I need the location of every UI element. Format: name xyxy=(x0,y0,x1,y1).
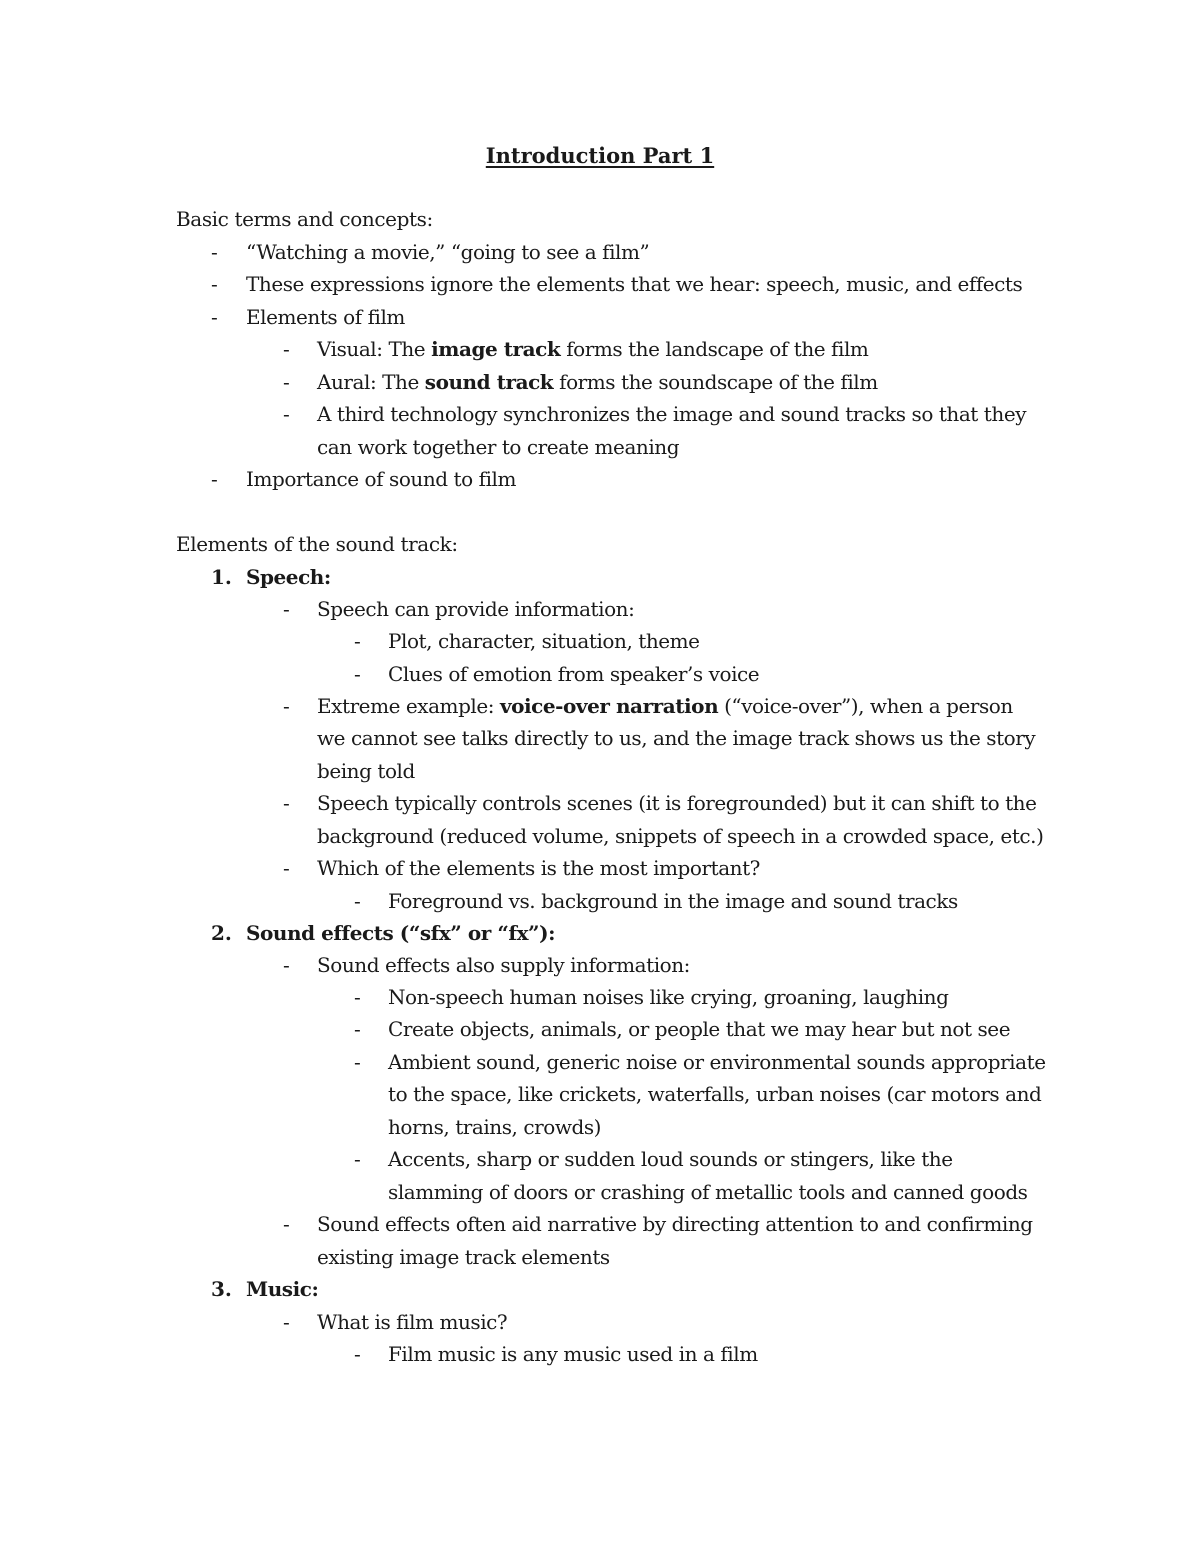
bullet-dash: - xyxy=(283,953,290,977)
text-run: forms the soundscape of the film xyxy=(553,370,878,394)
bullet-dash: - xyxy=(354,1147,361,1171)
list-item: Plot, character, situation, theme xyxy=(388,629,700,653)
list-item: These expressions ignore the elements that we hear: speech, music, and effects xyxy=(246,272,1023,296)
text-run: Visual: The xyxy=(317,337,432,361)
list-item: Non-speech human noises like crying, groaning, laughing xyxy=(388,985,949,1009)
bullet-dash: - xyxy=(354,1050,361,1074)
list-item: “Watching a movie,” “going to see a film” xyxy=(246,240,650,264)
bullet-dash: - xyxy=(211,305,218,329)
bullet-dash: - xyxy=(354,629,361,653)
bullet-dash: - xyxy=(354,662,361,686)
bullet-dash: - xyxy=(283,694,290,718)
list-item: Create objects, animals, or people that we may hear but not see xyxy=(388,1017,1011,1041)
bullet-dash: - xyxy=(354,889,361,913)
list-item: Speech can provide information: xyxy=(317,597,635,621)
term-image-track: image track xyxy=(431,337,561,361)
music-heading: Music: xyxy=(246,1277,319,1301)
list-item xyxy=(317,366,878,398)
bullet-dash: - xyxy=(283,597,290,621)
list-item-continuation: existing image track elements xyxy=(317,1245,610,1269)
list-item: Accents, sharp or sudden loud sounds or stingers, like the xyxy=(388,1147,953,1171)
bullet-dash: - xyxy=(354,1017,361,1041)
list-item-continuation: to the space, like crickets, waterfalls, urban noises (car motors and xyxy=(388,1082,1042,1106)
bullet-dash: - xyxy=(283,1310,290,1334)
bullet-dash: - xyxy=(283,1212,290,1236)
text-run: forms the landscape of the film xyxy=(560,337,869,361)
text-run: Aural: The xyxy=(317,370,425,394)
bullet-dash: - xyxy=(283,337,290,361)
text-run: Extreme example: xyxy=(317,694,500,718)
bullet-dash: - xyxy=(283,402,290,426)
sound-effects-heading: Sound effects (“sfx” or “fx”): xyxy=(246,921,556,945)
term-sound-track: sound track xyxy=(424,370,554,394)
list-item: Foreground vs. background in the image and sound tracks xyxy=(388,889,958,913)
bullet-dash: - xyxy=(283,856,290,880)
list-item: Clues of emotion from speaker’s voice xyxy=(388,662,760,686)
bullet-dash: - xyxy=(354,1342,361,1366)
bullet-dash: - xyxy=(211,272,218,296)
list-number: 1. xyxy=(211,565,232,589)
list-item-continuation: being told xyxy=(317,759,415,783)
section-heading-sound-track: Elements of the sound track: xyxy=(176,532,458,556)
list-number: 2. xyxy=(211,921,232,945)
bullet-dash: - xyxy=(211,240,218,264)
page-title: Introduction Part 1 xyxy=(485,143,715,168)
list-item: Elements of film xyxy=(246,305,405,329)
bullet-dash: - xyxy=(283,791,290,815)
list-item: Film music is any music used in a film xyxy=(388,1342,758,1366)
list-item xyxy=(317,690,1013,722)
list-item-continuation: background (reduced volume, snippets of speech in a crowded space, etc.) xyxy=(317,824,1044,848)
list-item-continuation: slamming of doors or crashing of metallic tools and canned goods xyxy=(388,1180,1028,1204)
term-voice-over-narration: voice-over narration xyxy=(499,694,719,718)
bullet-dash: - xyxy=(211,467,218,491)
bullet-dash: - xyxy=(283,370,290,394)
list-item: What is film music? xyxy=(317,1310,508,1334)
list-number: 3. xyxy=(211,1277,232,1301)
bullet-dash: - xyxy=(354,985,361,1009)
list-item-continuation: we cannot see talks directly to us, and the image track shows us the story xyxy=(317,726,1036,750)
list-item: Sound effects also supply information: xyxy=(317,953,690,977)
list-item xyxy=(317,333,868,365)
list-item-continuation: horns, trains, crowds) xyxy=(388,1115,602,1139)
list-item-continuation: can work together to create meaning xyxy=(317,435,680,459)
list-item: Which of the elements is the most important? xyxy=(317,856,760,880)
list-item: Speech typically controls scenes (it is foregrounded) but it can shift to the xyxy=(317,791,1037,815)
list-item: Importance of sound to film xyxy=(246,467,516,491)
section-heading-basic-terms: Basic terms and concepts: xyxy=(176,207,433,231)
speech-heading: Speech: xyxy=(246,565,331,589)
text-run: (“voice-over”), when a person xyxy=(718,694,1013,718)
list-item: Sound effects often aid narrative by directing attention to and confirming xyxy=(317,1212,1033,1236)
list-item: A third technology synchronizes the image and sound tracks so that they xyxy=(317,402,1027,426)
list-item: Ambient sound, generic noise or environmental sounds appropriate xyxy=(388,1050,1046,1074)
